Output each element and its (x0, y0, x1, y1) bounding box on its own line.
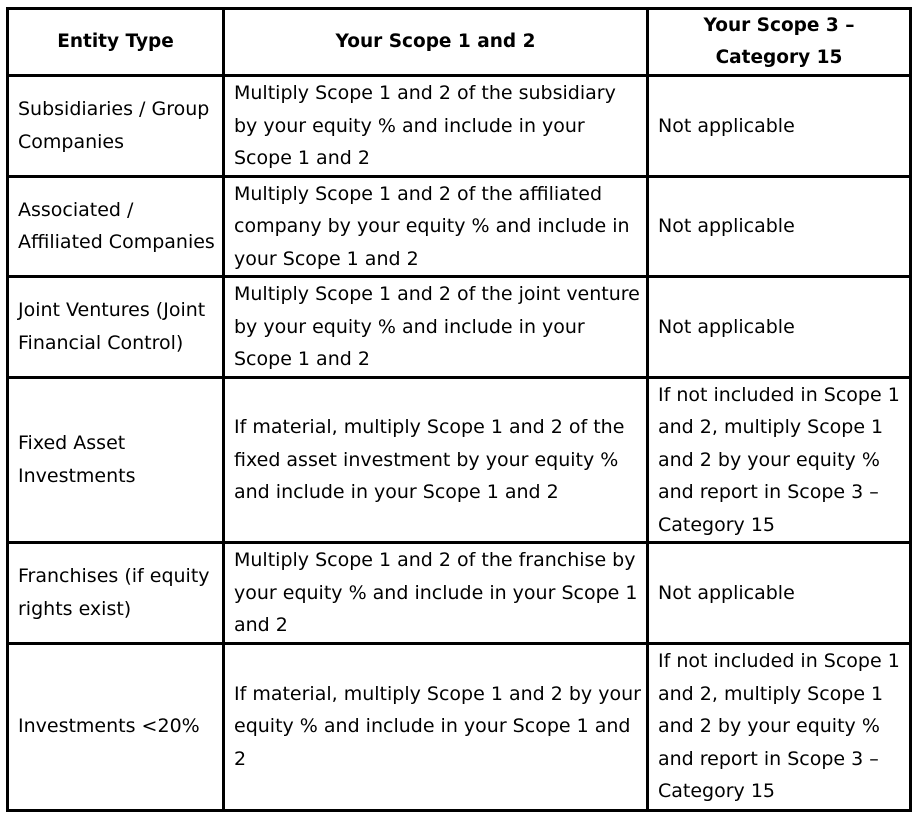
table-row (8, 76, 911, 177)
scope-1-2-cell: Multiply Scope 1 and 2 of the affiliated company by your equity % and include in your Scope 1 and 2 (224, 176, 648, 277)
scope-3-cell: Not applicable (648, 277, 911, 378)
entity-type-cell: Joint Ventures (Joint Financial Control) (8, 277, 224, 378)
scope-3-cell: If not included in Scope 1 and 2, multiply Scope 1 and 2 by your equity % and report in Scope 3 – Category 15 (648, 643, 911, 810)
entity-type-cell: Subsidiaries / Group Companies (8, 76, 224, 177)
equity-scope-table (6, 7, 912, 812)
scope-3-cell: Not applicable (648, 76, 911, 177)
scope-1-2-cell: Multiply Scope 1 and 2 of the subsidiary by your equity % and include in your Scope 1 and 2 (224, 76, 648, 177)
entity-type-cell: Investments <20% (8, 643, 224, 810)
header-scope-1-2: Your Scope 1 and 2 (224, 9, 648, 76)
table-row (8, 176, 911, 277)
entity-type-cell: Fixed Asset Investments (8, 377, 224, 543)
table-row (8, 543, 911, 644)
header-row (8, 9, 911, 76)
scope-1-2-cell: If material, multiply Scope 1 and 2 of the fixed asset investment by your equity % and include in your Scope 1 and 2 (224, 377, 648, 543)
scope-1-2-cell: Multiply Scope 1 and 2 of the franchise by your equity % and include in your Scope 1 and 2 (224, 543, 648, 644)
table-row (8, 277, 911, 378)
entity-type-cell: Associated / Affiliated Companies (8, 176, 224, 277)
scope-1-2-cell: If material, multiply Scope 1 and 2 by your equity % and include in your Scope 1 and 2 (224, 643, 648, 810)
scope-3-cell: Not applicable (648, 176, 911, 277)
table-row (8, 377, 911, 543)
scope-1-2-cell: Multiply Scope 1 and 2 of the joint venture by your equity % and include in your Scope 1 and 2 (224, 277, 648, 378)
table-row (8, 643, 911, 810)
header-scope-3-category-15: Your Scope 3 – Category 15 (648, 9, 911, 76)
header-entity-type: Entity Type (8, 9, 224, 76)
entity-type-cell: Franchises (if equity rights exist) (8, 543, 224, 644)
scope-3-cell: Not applicable (648, 543, 911, 644)
scope-3-cell: If not included in Scope 1 and 2, multiply Scope 1 and 2 by your equity % and report in Scope 3 – Category 15 (648, 377, 911, 543)
